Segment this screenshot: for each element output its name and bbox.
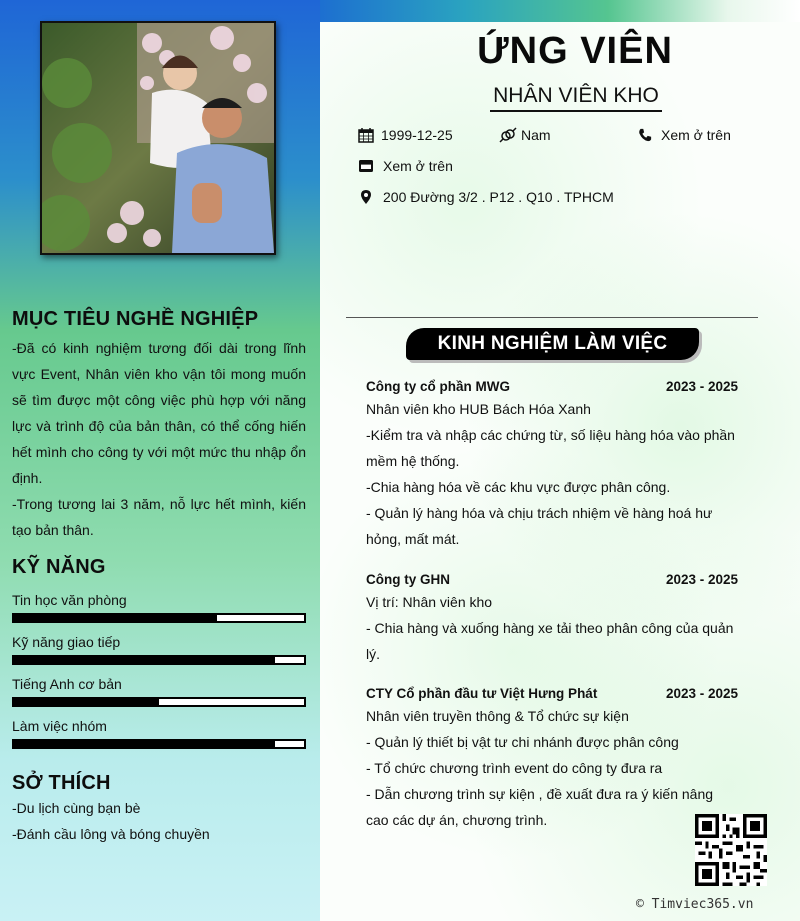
birthdate-text: 1999-12-25 <box>381 127 453 143</box>
gender-text: Nam <box>521 127 551 143</box>
gender-icon <box>498 127 518 143</box>
skill-bar <box>12 697 306 707</box>
location-pin-icon <box>358 189 374 205</box>
skill-fill <box>14 699 159 705</box>
phone-text: Xem ở trên <box>661 127 731 143</box>
job-description <box>366 396 738 552</box>
skill-item <box>12 675 306 707</box>
skill-label: Tin học văn phòng <box>12 592 127 608</box>
skill-item <box>12 633 306 665</box>
portrait-image <box>42 23 274 253</box>
job-period: 2023 - 2025 <box>665 379 738 394</box>
address-text: 200 Đường 3/2 . P12 . Q10 . TPHCM <box>383 189 614 205</box>
job-entry <box>366 685 738 833</box>
skill-fill <box>14 615 217 621</box>
birthdate-info <box>358 127 453 143</box>
career-paragraph: -Đã có kinh nghiệm tương đối dài trong lĩnh vực Event, Nhân viên kho vận tôi mong muốn sẽ tìm được một công việc phù hợp với năng lực và trình độ của bản thân, có thể cống hiến hết mình cho công ty với một mức thu nhập ổn định. <box>12 340 306 486</box>
skill-bar <box>12 613 306 623</box>
job-company: Công ty cổ phần MWG <box>366 379 510 394</box>
job-line: -Chia hàng hóa về các khu vực được phân công. <box>366 479 671 495</box>
qr-code-icon <box>695 814 767 886</box>
career-paragraph: -Trong tương lai 3 năm, nỗ lực hết mình, kiến tạo bản thân. <box>12 496 306 538</box>
phone-info <box>638 127 731 143</box>
job-line: - Chia hàng và xuống hàng xe tải theo phân công của quản lý. <box>366 620 734 662</box>
section-title: KỸ NĂNG <box>12 556 106 578</box>
skills-section <box>12 556 306 749</box>
job-line: - Quản lý hàng hóa và chịu trách nhiệm về hàng hoá hư hỏng, mất mát. <box>366 505 713 547</box>
skill-item <box>12 591 306 623</box>
skill-fill <box>14 657 275 663</box>
hobbies-section <box>12 772 306 847</box>
skill-bar <box>12 655 306 665</box>
hobby-item: -Du lịch cùng bạn bè <box>12 800 141 816</box>
avatar-photo <box>40 21 276 255</box>
address-info <box>358 189 614 205</box>
main-content <box>320 0 800 921</box>
job-header <box>366 571 738 589</box>
top-gradient-bar <box>320 0 800 22</box>
job-line: Nhân viên kho HUB Bách Hóa Xanh <box>366 401 591 417</box>
career-objective-section <box>12 308 306 543</box>
section-title: SỞ THÍCH <box>12 772 111 794</box>
job-line: -Kiểm tra và nhập các chứng từ, số liệu hàng hóa vào phần mềm hệ thống. <box>366 427 735 469</box>
footer-copyright: © Timviec365.vn <box>636 897 754 912</box>
skill-label: Làm việc nhóm <box>12 718 107 734</box>
skill-label: Tiếng Anh cơ bản <box>12 676 122 692</box>
job-period: 2023 - 2025 <box>665 572 738 587</box>
job-line: - Quản lý thiết bị vật tư chi nhánh được phân công <box>366 734 679 750</box>
email-icon <box>358 158 374 174</box>
job-period: 2023 - 2025 <box>665 686 738 701</box>
email-info <box>358 158 453 174</box>
position-title: NHÂN VIÊN KHO <box>490 84 662 112</box>
skill-label: Kỹ năng giao tiếp <box>12 634 121 650</box>
phone-icon <box>638 128 652 142</box>
job-company: Công ty GHN <box>366 572 450 587</box>
skill-fill <box>14 741 275 747</box>
job-description <box>366 703 738 833</box>
section-title: MỤC TIÊU NGHỀ NGHIỆP <box>12 308 259 330</box>
job-header <box>366 378 738 396</box>
job-entry <box>366 378 738 552</box>
section-divider <box>346 317 758 318</box>
experience-section-title: KINH NGHIỆM LÀM VIỆC <box>406 328 699 360</box>
job-description <box>366 589 738 667</box>
calendar-icon <box>358 127 374 143</box>
job-entry <box>366 571 738 667</box>
job-line: Vị trí: Nhân viên kho <box>366 594 493 610</box>
gender-info <box>498 127 551 143</box>
job-line: Nhân viên truyền thông & Tổ chức sự kiện <box>366 708 629 724</box>
hobby-item: -Đánh cầu lông và bóng chuyền <box>12 826 210 842</box>
sidebar <box>0 0 320 921</box>
email-text: Xem ở trên <box>383 158 453 174</box>
job-line: - Dẫn chương trình sự kiện , đề xuất đưa ra ý kiến nâng cao các dự án, chương trình. <box>366 786 714 828</box>
job-header <box>366 685 738 703</box>
skill-item <box>12 717 306 749</box>
job-company: CTY Cổ phần đầu tư Việt Hưng Phát <box>366 686 598 701</box>
candidate-name: ỨNG VIÊN <box>477 30 673 72</box>
skill-bar <box>12 739 306 749</box>
job-line: - Tổ chức chương trình event do công ty đưa ra <box>366 760 663 776</box>
